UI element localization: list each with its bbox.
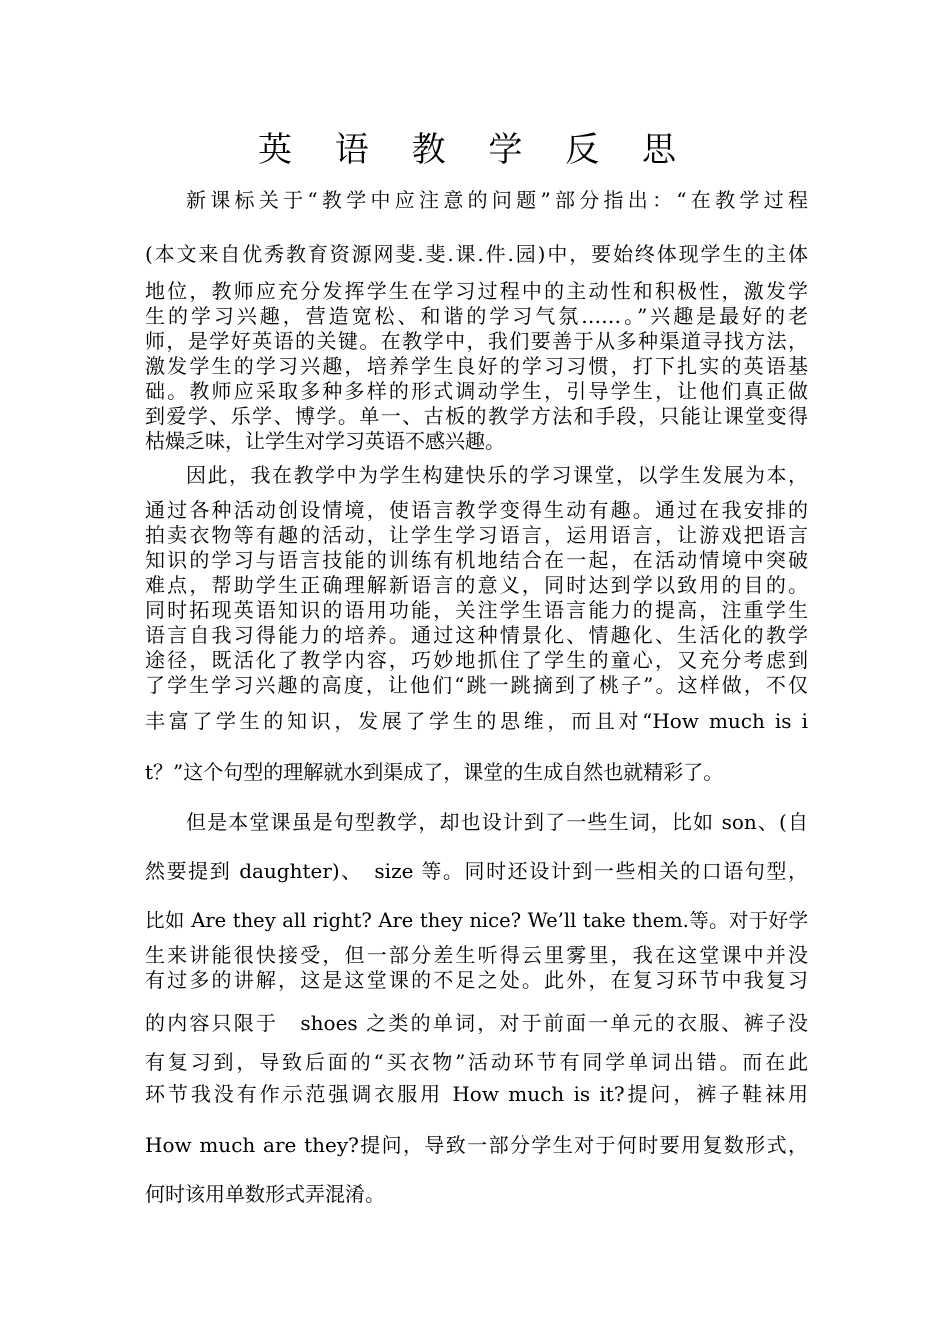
body-line: 环节我没有作示范强调衣服用 How much is it?提问，裤子鞋袜用 (145, 1082, 808, 1106)
body-line: 新课标关于“教学中应注意的问题”部分指出：“在教学过程 (186, 188, 808, 212)
body-line: 激发学生的学习兴趣，培养学生良好的学习习惯，打下扎实的英语基 (145, 354, 808, 378)
body-line: t？”这个句型的理解就水到渠成了，课堂的生成自然也就精彩了。 (145, 760, 724, 784)
body-line: 生来讲能很快接受，但一部分差生听得云里雾里，我在这堂课中并没 (145, 943, 808, 967)
body-line: 途径，既活化了教学内容，巧妙地抓住了学生的童心，又充分考虑到 (145, 648, 808, 672)
body-line: 了学生学习兴趣的高度，让他们“跳一跳摘到了桃子”。这样做，不仅 (145, 673, 808, 697)
body-line: 有过多的讲解，这是这堂课的不足之处。此外，在复习环节中我复习 (145, 968, 808, 992)
body-line: (本文来自优秀教育资源网斐.斐.课.件.园)中，要始终体现学生的主体 (145, 242, 808, 266)
body-line: 同时拓现英语知识的语用功能，关注学生语言能力的提高，注重学生 (145, 598, 808, 622)
body-line: 地位，教师应充分发挥学生在学习过程中的主动性和积极性，激发学 (145, 279, 808, 303)
body-line: 生的学习兴趣，营造宽松、和谐的学习气氛……。”兴趣是最好的老 (145, 304, 808, 328)
body-line: 枯燥乏味，让学生对学习英语不感兴趣。 (145, 429, 505, 453)
body-line: 语言自我习得能力的培养。通过这种情景化、情趣化、生活化的教学 (145, 623, 808, 647)
body-line: 到爱学、乐学、博学。单一、古板的教学方法和手段，只能让课堂变得 (145, 404, 808, 428)
body-line: 的内容只限于 shoes 之类的单词，对于前面一单元的衣服、裤子没 (145, 1011, 808, 1035)
body-line: 知识的学习与语言技能的训练有机地结合在一起，在活动情境中突破 (145, 548, 808, 572)
body-line: 然要提到 daughter)、 size 等。同时还设计到一些相关的口语句型， (145, 859, 808, 883)
document-title: 英 语 教 学 反 思 (257, 130, 693, 170)
body-line: 有复习到，导致后面的“买衣物”活动环节有同学单词出错。而在此 (145, 1050, 808, 1074)
body-line: 但是本堂课虽是句型教学，却也设计到了一些生词，比如 son、(自 (186, 810, 808, 834)
body-line: 难点，帮助学生正确理解新语言的意义，同时达到学以致用的目的。 (145, 573, 808, 597)
body-line: 拍卖衣物等有趣的活动，让学生学习语言，运用语言，让游戏把语言 (145, 523, 808, 547)
body-line: 师，是学好英语的关键。在教学中，我们要善于从多种渠道寻找方法， (145, 329, 808, 353)
body-line: 通过各种活动创设情境，使语言教学变得生动有趣。通过在我安排的 (145, 498, 808, 522)
body-line: 丰富了学生的知识，发展了学生的思维，而且对“How much is i (145, 709, 808, 733)
body-line: 何时该用单数形式弄混淆。 (145, 1182, 385, 1206)
body-line: 比如 Are they all right? Are they nice? We’ll take them.等。对于好学 (145, 909, 808, 932)
body-line: 因此，我在教学中为学生构建快乐的学习课堂，以学生发展为本， (186, 463, 808, 487)
body-line: How much are they?提问，导致一部分学生对于何时要用复数形式， (145, 1133, 808, 1157)
body-line: 础。教师应采取多种多样的形式调动学生，引导学生，让他们真正做 (145, 379, 808, 403)
